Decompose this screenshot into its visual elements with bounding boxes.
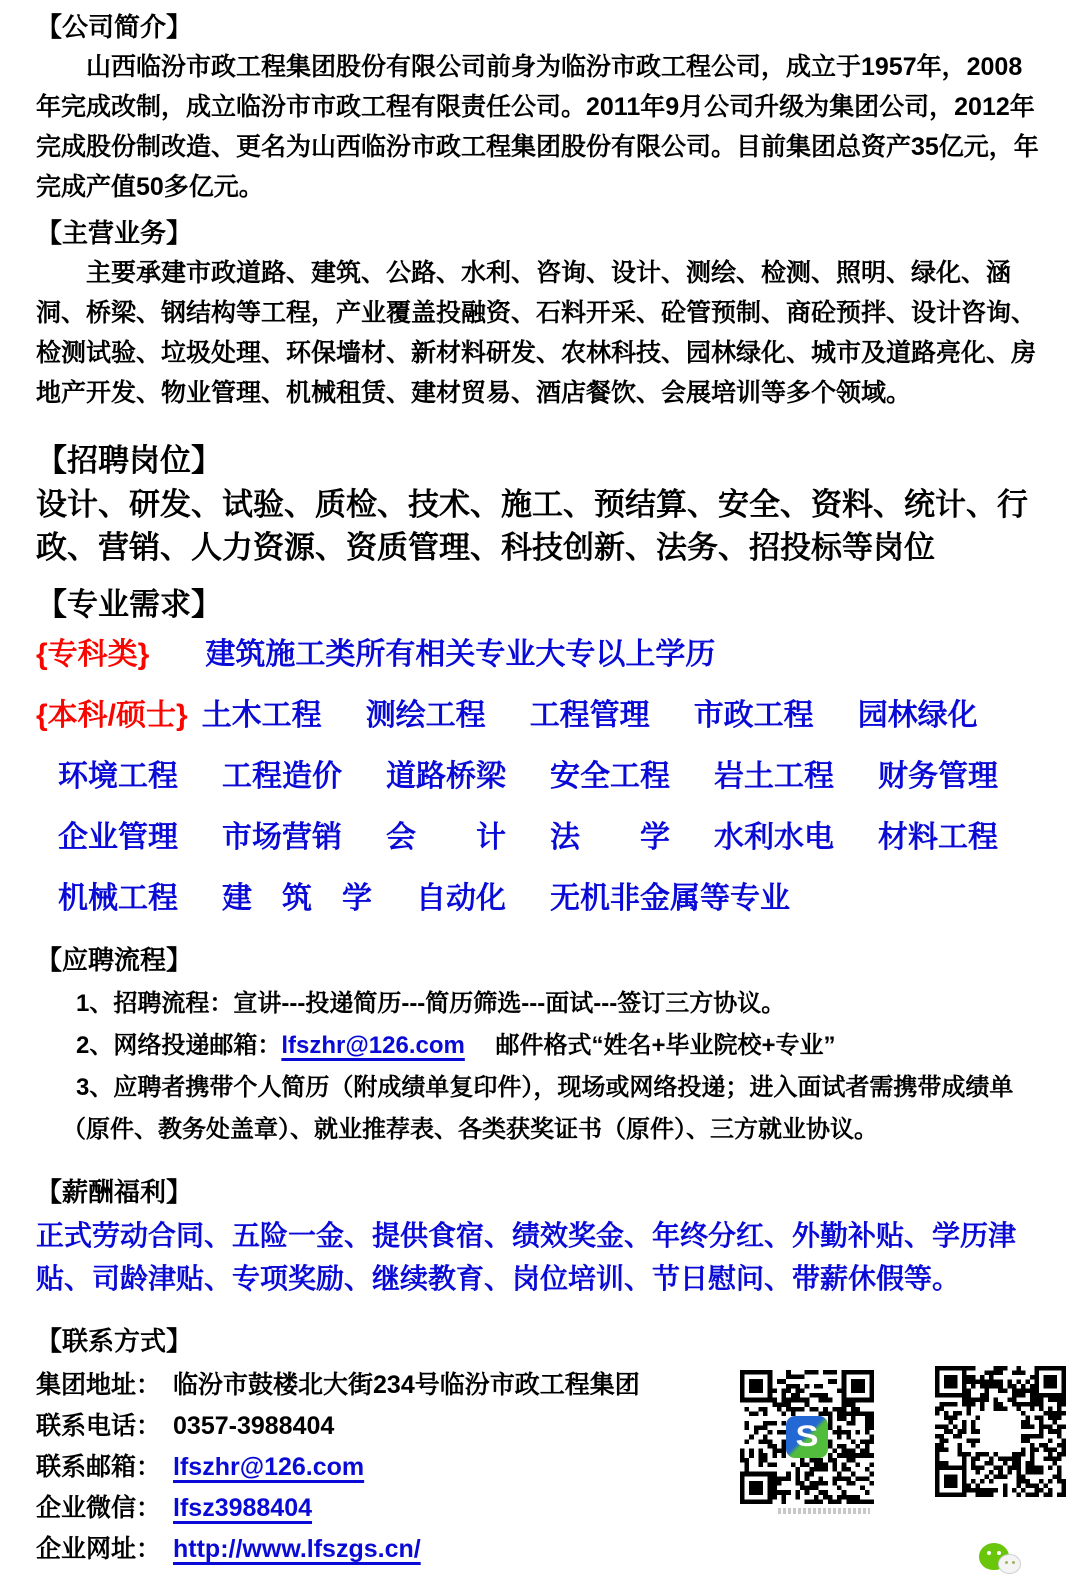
process-step-text: 1、招聘流程：宣讲---投递简历---简历筛选---面试---签订三方协议。 [76, 990, 786, 1017]
process-step-text: 3、应聘者携带个人简历（附成绩单复印件），现场或网络投递；进入面试者需携带成绩单（原件、教务处盖章）、就业推荐表、各类获奖证书（原件）、三方就业协议。 [62, 1074, 1014, 1143]
major-item: 岩土工程 [714, 760, 834, 793]
section-major-requirements [36, 585, 1044, 917]
major-item: 建筑施工类所有相关专业大专以上学历 [205, 638, 716, 671]
section-benefits [36, 1175, 1044, 1300]
contact-value-address: 临汾市鼓楼北大街234号临汾市政工程集团 [173, 1371, 640, 1399]
major-item: 自动化 [416, 882, 506, 915]
process-step-text: 邮件格式“姓名+毕业院校+专业” [464, 1032, 836, 1059]
process-step-2 [62, 1025, 1044, 1067]
majors-row-4 [58, 820, 1044, 856]
email-link[interactable]: lfszhr@126.com [281, 1032, 465, 1059]
contact-label: 集团地址： [36, 1371, 162, 1399]
company-logo-letter: S [795, 1420, 819, 1453]
major-item: 测绘工程 [365, 699, 486, 732]
section-positions [36, 441, 1044, 569]
company-s-logo-icon [786, 1416, 828, 1458]
major-item: 工程管理 [529, 699, 650, 732]
section-application-process [36, 943, 1044, 1151]
company-intro-title: 【公司简介】 [36, 12, 193, 42]
contact-row-address [36, 1365, 1044, 1406]
contact-label: 企业网址： [36, 1535, 162, 1563]
majors-row-5 [58, 881, 1044, 917]
contact-value-phone: 0357-3988404 [173, 1412, 335, 1440]
section-company-intro [36, 10, 1044, 207]
major-item: 建 筑 学 [222, 882, 372, 915]
major-item: 机械工程 [58, 882, 178, 915]
major-item: 无机非金属等专业 [550, 882, 790, 915]
contact-website-link[interactable]: http://www.lfszgs.cn/ [173, 1535, 421, 1563]
contact-title: 【联系方式】 [36, 1326, 193, 1356]
contact-row-website [36, 1529, 1044, 1570]
qr-micro-caption [778, 1508, 870, 1514]
majors-title: 【专业需求】 [36, 587, 222, 622]
qr-code-company [740, 1370, 874, 1504]
wechat-bubble-small [998, 1554, 1021, 1574]
contact-label: 企业微信： [36, 1494, 162, 1522]
major-item: 市场营销 [222, 821, 342, 854]
major-item: 园林绿化 [857, 699, 978, 732]
company-intro-body: 山西临汾市政工程集团股份有限公司前身为临汾市政工程公司，成立于1957年，2008年完成改制，成立临汾市市政工程有限责任公司。2011年9月公司升级为集团公司，2012年完成股份制改造、更名为山西临汾市政工程集团股份有限公司。目前集团总资产35亿元，年完成产值50多亿元。 [36, 53, 1039, 201]
major-item: 财务管理 [878, 760, 998, 793]
contact-email-link[interactable]: lfszhr@126.com [173, 1453, 365, 1481]
contact-label: 联系邮箱： [36, 1453, 162, 1481]
majors-row-bachelor [36, 698, 1044, 734]
contact-label: 联系电话： [36, 1412, 162, 1440]
majors-row-3 [58, 759, 1044, 795]
majors-label-college: {专科类} [36, 638, 150, 671]
major-item: 道路桥梁 [386, 760, 506, 793]
contact-row-wechat [36, 1488, 1044, 1529]
process-title: 【应聘流程】 [36, 945, 193, 975]
contact-wechat-link[interactable]: lfsz3988404 [173, 1494, 313, 1522]
section-contact [36, 1324, 1044, 1570]
major-item: 土木工程 [201, 699, 322, 732]
major-item: 安全工程 [550, 760, 670, 793]
main-business-body: 主要承建市政道路、建筑、公路、水利、咨询、设计、测绘、检测、照明、绿化、涵洞、桥梁、钢结构等工程，产业覆盖投融资、石料开采、砼管预制、商砼预拌、设计咨询、检测试验、垃圾处理、环保墙材、新材料研发、农林科技、园林绿化、城市及道路亮化、房地产开发、物业管理、机械租赁、建材贸易、酒店餐饮、会展培训等多个领域。 [36, 259, 1037, 407]
major-item: 材料工程 [878, 821, 998, 854]
contact-row-phone [36, 1406, 1044, 1447]
section-main-business [36, 216, 1044, 413]
positions-title: 【招聘岗位】 [36, 443, 222, 478]
major-item: 市政工程 [693, 699, 814, 732]
majors-row-college [36, 637, 1044, 673]
positions-body: 设计、研发、试验、质检、技术、施工、预结算、安全、资料、统计、行政、营销、人力资源、资质管理、科技创新、法务、招投标等岗位 [36, 487, 1028, 565]
majors-label-bachelor: {本科/硕士} [36, 699, 188, 732]
major-item: 水利水电 [714, 821, 834, 854]
benefits-body: 正式劳动合同、五险一金、提供食宿、绩效奖金、年终分红、外勤补贴、学历津贴、司龄津贴、专项奖励、继续教育、岗位培训、节日慰问、带薪休假等。 [36, 1220, 1017, 1294]
main-business-title: 【主营业务】 [36, 218, 193, 248]
major-item: 企业管理 [58, 821, 178, 854]
major-item: 环境工程 [58, 760, 178, 793]
contact-row-email [36, 1447, 1044, 1488]
wechat-icon [979, 1543, 1023, 1583]
process-step-text: 2、网络投递邮箱： [76, 1032, 282, 1059]
major-item: 工程造价 [222, 760, 342, 793]
major-item: 会 计 [386, 821, 506, 854]
qr-code-wechat [935, 1366, 1066, 1497]
process-step-3 [62, 1067, 1044, 1151]
major-item: 法 学 [550, 821, 670, 854]
benefits-title: 【薪酬福利】 [36, 1177, 193, 1207]
process-step-1 [62, 983, 1044, 1025]
qr-pattern [935, 1366, 1066, 1497]
